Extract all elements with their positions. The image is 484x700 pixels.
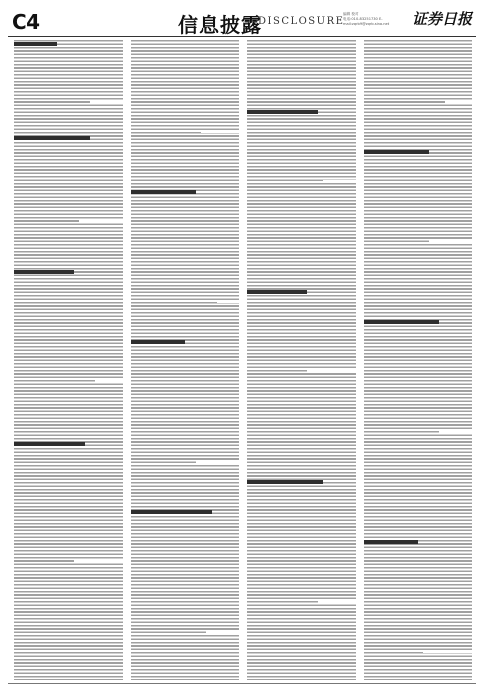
paragraph-break: [201, 130, 239, 133]
paragraph-break: [79, 220, 122, 223]
paragraph-break: [318, 600, 356, 603]
section-heading-mark: [131, 510, 212, 514]
masthead: [8, 6, 476, 37]
meta-line-2: 电话:010-83251730 E-mail:zqrb9@zqrb.sina.net: [343, 17, 390, 26]
paragraph-break: [439, 430, 472, 433]
column-text-lines: [131, 40, 240, 680]
section-heading-mark: [364, 320, 440, 324]
paragraph-break: [196, 460, 239, 463]
paragraph-break: [323, 180, 356, 183]
paragraph-break: [445, 100, 472, 103]
paragraph-break: [74, 560, 123, 563]
article-columns: [14, 40, 472, 680]
paragraph-break: [95, 380, 122, 383]
paragraph-break: [307, 370, 356, 373]
meta-line-1: 编辑 校对: [343, 12, 359, 16]
page-number: C4: [12, 10, 40, 34]
section-heading-mark: [14, 442, 85, 446]
section-heading-mark: [364, 540, 418, 544]
column-1: [14, 40, 123, 680]
newspaper-logo: 证券日报: [411, 10, 472, 28]
column-4: [364, 40, 473, 680]
paragraph-break: [217, 300, 239, 303]
section-heading-mark: [364, 150, 429, 154]
column-text-lines: [247, 40, 356, 680]
column-text-lines: [364, 40, 473, 680]
section-heading-mark: [14, 136, 90, 140]
paragraph-break: [90, 100, 123, 103]
section-heading-mark: [247, 290, 307, 294]
section-heading-mark: [14, 42, 57, 46]
section-title-en: DISCLOSURE: [258, 16, 345, 27]
column-2: [131, 40, 240, 680]
section-heading-mark: [14, 270, 74, 274]
paragraph-break: [423, 650, 472, 653]
section-heading-mark: [247, 110, 318, 114]
column-3: [247, 40, 356, 680]
section-heading-mark: [131, 340, 185, 344]
paragraph-break: [429, 240, 472, 243]
section-title-cn: 信息披露: [178, 13, 262, 37]
section-heading-mark: [247, 480, 323, 484]
masthead-meta: [343, 12, 419, 27]
page-footer: [8, 683, 476, 696]
paragraph-break: [206, 630, 239, 633]
section-heading-mark: [131, 190, 196, 194]
